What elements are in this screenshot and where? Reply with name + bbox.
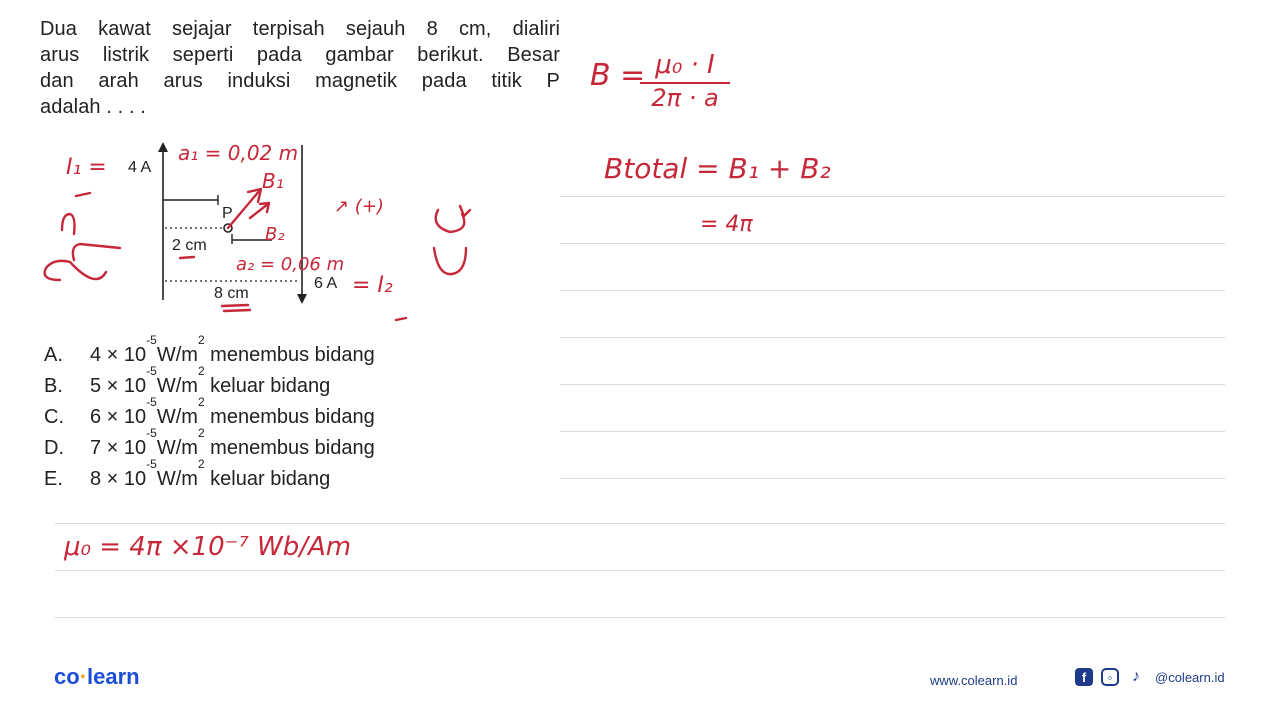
option-unit: W/m bbox=[156, 437, 198, 459]
hw-i1: I₁ = bbox=[66, 155, 107, 180]
underline-8cm-icon bbox=[222, 305, 250, 311]
option-b[interactable] bbox=[44, 364, 375, 402]
question-text bbox=[40, 16, 560, 120]
hw-formula-denominator: 2π · a bbox=[651, 84, 719, 112]
option-exp: -5 bbox=[146, 395, 157, 409]
footer-url[interactable]: www.colearn.id bbox=[930, 673, 1018, 688]
rule-line bbox=[560, 478, 1225, 479]
option-unit: W/m bbox=[156, 406, 198, 428]
hw-b2: B₂ bbox=[265, 224, 285, 245]
rule-line bbox=[560, 431, 1225, 432]
rule-line bbox=[560, 290, 1225, 291]
logo-co: co bbox=[54, 664, 80, 689]
answer-options bbox=[44, 333, 375, 495]
option-unit-exp: 2 bbox=[197, 426, 205, 440]
hw-formula-b-lhs: B = bbox=[590, 58, 646, 93]
option-coef: 7 × 10 bbox=[90, 437, 147, 459]
underline-2cm-icon bbox=[180, 257, 194, 258]
question-line-3: dan arah arus induksi magnetik pada titik P bbox=[40, 70, 560, 92]
hw-btotal: Btotal = B₁ + B₂ bbox=[604, 152, 831, 185]
option-text: keluar bidang bbox=[204, 375, 331, 397]
footer-handle[interactable]: @colearn.id bbox=[1155, 669, 1225, 685]
option-exp: -5 bbox=[146, 426, 157, 440]
question-line-4: adalah . . . . bbox=[40, 96, 146, 118]
option-letter: E. bbox=[44, 468, 63, 490]
rotation-circle-icon bbox=[436, 206, 470, 232]
option-exp: -5 bbox=[146, 364, 157, 378]
hw-formula-numerator: μ₀ · I bbox=[640, 50, 730, 84]
rule-line bbox=[55, 523, 1225, 524]
option-letter: D. bbox=[44, 437, 64, 459]
option-unit: W/m bbox=[156, 468, 198, 490]
colearn-logo[interactable] bbox=[54, 664, 140, 690]
wire-left-arrow-icon bbox=[158, 142, 168, 152]
question-line-1: Dua kawat sejajar terpisah sejauh 8 cm, dialiri bbox=[40, 18, 560, 40]
tiktok-icon[interactable]: ♪ bbox=[1132, 668, 1140, 685]
hw-btotal-result: = 4π bbox=[700, 212, 753, 237]
label-p: P bbox=[222, 205, 233, 222]
question-line-2: arus listrik seperti pada gambar berikut. Besar bbox=[40, 44, 560, 66]
right-hand-thumb-up-icon bbox=[45, 214, 120, 280]
wire-right-arrow-icon bbox=[297, 294, 307, 304]
hw-mu0: μ₀ = 4π ×10⁻⁷ Wb/Am bbox=[64, 532, 352, 562]
option-unit-exp: 2 bbox=[197, 457, 205, 471]
option-coef: 8 × 10 bbox=[90, 468, 147, 490]
hw-formula-fraction bbox=[640, 50, 730, 112]
option-unit-exp: 2 bbox=[197, 333, 205, 347]
hw-direction: ↗ (+) bbox=[334, 196, 384, 217]
rule-line bbox=[560, 337, 1225, 338]
facebook-icon[interactable]: f bbox=[1075, 668, 1093, 686]
option-unit-exp: 2 bbox=[197, 395, 205, 409]
label-i1-value: 4 A bbox=[128, 159, 152, 176]
b2-vector-arrow-icon bbox=[250, 204, 268, 218]
b1-vector-arrow-icon bbox=[228, 190, 260, 228]
logo-learn: learn bbox=[87, 664, 140, 689]
option-d[interactable] bbox=[44, 426, 375, 464]
option-c[interactable] bbox=[44, 395, 375, 433]
option-coef: 5 × 10 bbox=[90, 375, 147, 397]
option-coef: 4 × 10 bbox=[90, 344, 147, 366]
option-a[interactable] bbox=[44, 333, 375, 371]
label-2cm: 2 cm bbox=[172, 237, 207, 254]
option-text: menembus bidang bbox=[204, 406, 375, 428]
hw-a2: a₂ = 0,06 m bbox=[236, 254, 345, 275]
option-letter: A. bbox=[44, 344, 63, 366]
rule-line bbox=[560, 196, 1225, 197]
rule-line bbox=[55, 617, 1225, 618]
footer-social bbox=[1075, 668, 1225, 686]
option-letter: C. bbox=[44, 406, 64, 428]
option-exp: -5 bbox=[146, 457, 157, 471]
hw-a1: a₁ = 0,02 m bbox=[178, 141, 299, 165]
option-e[interactable] bbox=[44, 457, 375, 495]
hw-i2: = I₂ bbox=[352, 273, 393, 298]
logo-dot: · bbox=[79, 664, 88, 689]
option-text: keluar bidang bbox=[204, 468, 331, 490]
option-text: menembus bidang bbox=[204, 437, 375, 459]
underline-i1-icon bbox=[76, 193, 90, 196]
underline-i2-icon bbox=[396, 318, 406, 320]
hw-formula-b bbox=[590, 58, 645, 93]
wire-diagram bbox=[40, 140, 520, 330]
option-unit-exp: 2 bbox=[197, 364, 205, 378]
label-8cm: 8 cm bbox=[214, 285, 249, 302]
rule-line bbox=[55, 570, 1225, 571]
instagram-icon[interactable]: ◦ bbox=[1101, 668, 1119, 686]
label-i2-value: 6 A bbox=[314, 275, 338, 292]
option-text: menembus bidang bbox=[204, 344, 375, 366]
option-unit: W/m bbox=[156, 375, 198, 397]
rule-line bbox=[560, 384, 1225, 385]
option-unit: W/m bbox=[156, 344, 198, 366]
option-letter: B. bbox=[44, 375, 63, 397]
rotation-u-icon bbox=[434, 248, 466, 274]
rule-line bbox=[560, 243, 1225, 244]
option-exp: -5 bbox=[146, 333, 157, 347]
hw-b1: B₁ bbox=[262, 169, 284, 193]
option-coef: 6 × 10 bbox=[90, 406, 147, 428]
